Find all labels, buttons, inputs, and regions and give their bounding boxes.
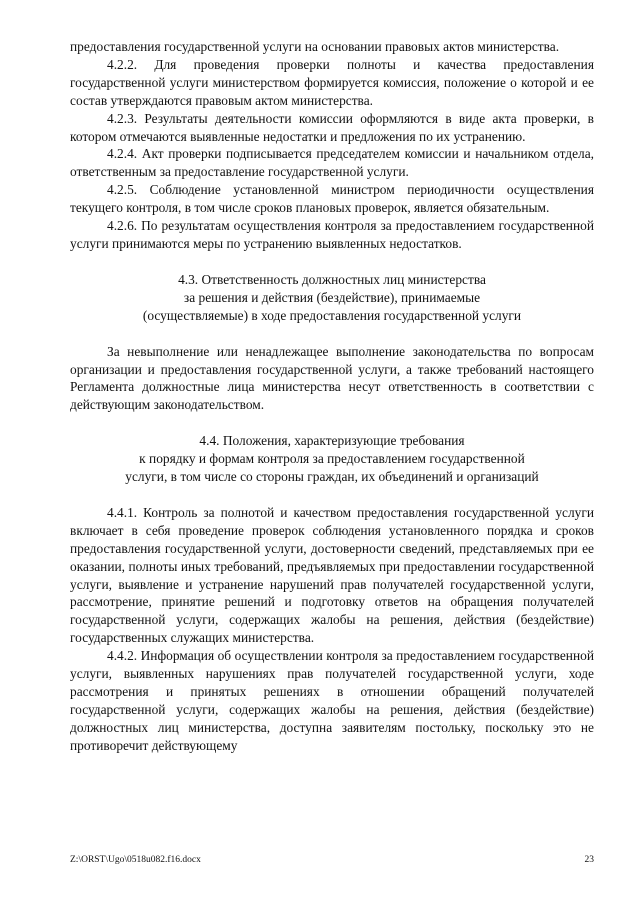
heading-line: к порядку и формам контроля за предоставлением государственной — [139, 451, 525, 467]
spacer — [70, 414, 594, 432]
section-heading-4-3 — [70, 271, 594, 325]
section-heading-4-4 — [70, 432, 594, 486]
paragraph-4-2-2: 4.2.2. Для проведения проверки полноты и качества предоставления государственной услуги министерством формируется комиссия, положение о которой и ее состав утверждаются правовым актом министерства. — [70, 56, 594, 108]
spacer — [70, 486, 594, 504]
heading-line: 4.3. Ответственность должностных лиц министерства — [178, 271, 486, 287]
paragraph-4-2-5: 4.2.5. Соблюдение установленной министром периодичности осуществления текущего контроля, в том числе сроков плановых проверок, является обязательным. — [70, 182, 594, 216]
heading-line: (осуществляемые) в ходе предоставления государственной услуги — [142, 307, 522, 323]
document-page — [70, 38, 594, 755]
paragraph-4-3: За невыполнение или ненадлежащее выполнение законодательства по вопросам организации и предоставления государственной услуги, а также требований настоящего Регламента должностные лица министерства несут ответственность в соответствии с действующим законодательством. — [70, 343, 594, 413]
page-number: 23 — [584, 855, 594, 865]
spacer — [70, 253, 594, 271]
paragraph-4-2-3: 4.2.3. Результаты деятельности комиссии оформляются в виде акта проверки, в котором отмечаются выявленные недостатки и предложения по их устранению. — [70, 110, 594, 144]
heading-line: за решения и действия (бездействие), принимаемые — [183, 289, 481, 305]
paragraph-continuation: предоставления государственной услуги на основании правовых актов министерства. — [70, 39, 560, 54]
heading-line: услуги, в том числе со стороны граждан, их объединений и организаций — [125, 469, 539, 485]
paragraph-4-2-6: 4.2.6. По результатам осуществления контроля за предоставлением государственной услуги принимаются меры по устранению выявленных недостатков. — [70, 218, 594, 251]
paragraph-4-2-4: 4.2.4. Акт проверки подписывается председателем комиссии и начальником отдела, ответственным за предоставление государственной услуги. — [70, 146, 594, 180]
file-path: Z:\ORST\Ugo\0518u082.f16.docx — [70, 855, 201, 865]
paragraph-4-4-2: 4.4.2. Информация об осуществлении контроля за предоставлением государственной услуги, выявленных нарушениях прав получателей государственной услуги, ходе рассмотрения и принятых решениях в отношении обращений получателей государственной услуги, содержащих жалобы на решения, действия (бездействие) должностных лиц министерства, доступна заявителям постольку, поскольку это не противоречит действующему — [70, 648, 594, 753]
spacer — [70, 325, 594, 343]
paragraph-4-4-1: 4.4.1. Контроль за полнотой и качеством предоставления государственной услуги включает в себя проведение проверок соблюдения установленного порядка и сроков предоставления государственной услуги, достоверности сведений, представляемых при ее оказании, полноты иных требований, предъявляемых при предоставлении государственной услуги, выявление и устранение нарушений прав получателей государственной услуги, рассмотрение, принятие решений и подготовку ответов на обращения получателей государственной услуги, содержащих жалобы на решения, действия (бездействие) государственных служащих министерства. — [70, 504, 594, 646]
page-footer — [70, 854, 594, 866]
heading-line: 4.4. Положения, характеризующие требования — [199, 433, 465, 449]
